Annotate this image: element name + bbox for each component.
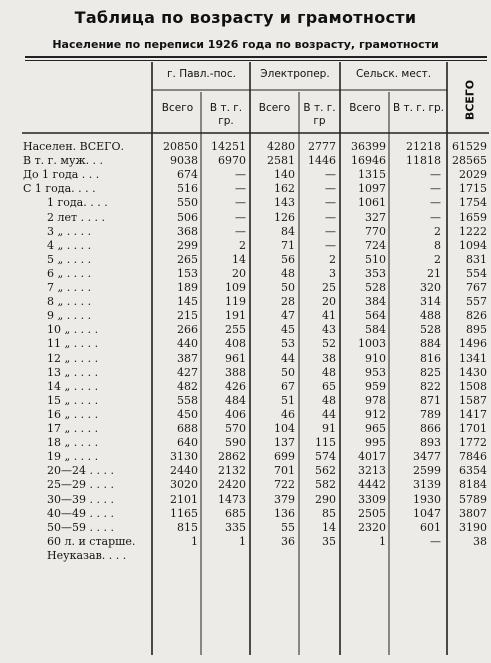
cell-selsk-vsego: 2320 bbox=[358, 520, 386, 534]
cell-pavl-gram: 570 bbox=[225, 422, 246, 435]
cell-selsk-vsego: 353 bbox=[365, 266, 386, 280]
row-label: 25—29 . . . . bbox=[47, 478, 114, 492]
row-label: С 1 года. . . . bbox=[23, 182, 96, 196]
cell-elektro-vsego: 126 bbox=[274, 210, 295, 224]
col-sub-gram-1: В т. г. гр. bbox=[209, 102, 243, 127]
cell-elektro-gram: — bbox=[325, 196, 336, 210]
row-label: 9 „ . . . . bbox=[47, 309, 92, 323]
table-row bbox=[0, 493, 491, 506]
top-rule-thin bbox=[25, 60, 487, 61]
cell-total: 1508 bbox=[459, 379, 487, 393]
cell-total: 831 bbox=[466, 252, 487, 266]
top-rule bbox=[25, 56, 487, 58]
cell-selsk-gram: — bbox=[430, 196, 441, 210]
cell-pavl-gram: 2132 bbox=[218, 464, 246, 478]
cell-total: 38 bbox=[473, 534, 487, 548]
cell-elektro-gram: — bbox=[325, 168, 336, 182]
cell-elektro-vsego: 143 bbox=[274, 196, 295, 210]
cell-pavl-gram: 119 bbox=[225, 295, 246, 309]
cell-total: 1715 bbox=[459, 182, 487, 196]
row-label: 50—59 . . . . bbox=[47, 520, 114, 534]
cell-selsk-gram: 488 bbox=[420, 309, 441, 323]
table-row bbox=[0, 196, 491, 209]
cell-pavl-vsego: 265 bbox=[177, 252, 198, 266]
cell-selsk-gram: 893 bbox=[420, 436, 441, 450]
row-label: 15 „ . . . . bbox=[47, 393, 99, 407]
row-label: 1 года. . . . bbox=[47, 196, 108, 210]
cell-total: 1772 bbox=[459, 436, 487, 450]
cell-elektro-vsego: 84 bbox=[281, 224, 295, 238]
table-row bbox=[0, 464, 491, 477]
cell-pavl-vsego: 145 bbox=[177, 295, 198, 309]
cell-elektro-vsego: 162 bbox=[274, 182, 295, 196]
cell-elektro-gram: 38 bbox=[322, 351, 336, 365]
row-label: 4 „ . . . . bbox=[47, 238, 92, 252]
cell-selsk-gram: — bbox=[430, 168, 441, 182]
cell-elektro-vsego: 45 bbox=[281, 323, 295, 337]
table-row bbox=[0, 211, 491, 224]
cell-pavl-vsego: 558 bbox=[177, 393, 198, 407]
cell-total: 1430 bbox=[459, 365, 487, 379]
cell-total: 3807 bbox=[459, 506, 487, 520]
cell-selsk-gram: 884 bbox=[420, 337, 441, 351]
cell-pavl-vsego: 427 bbox=[177, 365, 198, 379]
cell-elektro-vsego: 136 bbox=[274, 506, 295, 520]
cell-elektro-gram: 20 bbox=[322, 295, 336, 309]
row-label: 11 „ . . . . bbox=[47, 337, 99, 351]
cell-elektro-vsego: 104 bbox=[274, 422, 295, 435]
cell-pavl-vsego: 674 bbox=[177, 168, 198, 182]
cell-elektro-vsego: 699 bbox=[274, 450, 295, 464]
cell-total: 8184 bbox=[459, 478, 487, 492]
cell-elektro-vsego: 46 bbox=[281, 407, 295, 421]
table-row bbox=[0, 281, 491, 294]
cell-elektro-gram: 52 bbox=[322, 337, 336, 351]
cell-pavl-vsego: 20850 bbox=[163, 140, 198, 153]
cell-elektro-vsego: 722 bbox=[274, 478, 295, 492]
table-row bbox=[0, 337, 491, 350]
row-label: 60 л. и старше. bbox=[47, 534, 136, 548]
table-row bbox=[0, 225, 491, 238]
cell-selsk-gram: 528 bbox=[420, 323, 441, 337]
cell-total: 1659 bbox=[459, 210, 487, 224]
cell-elektro-vsego: 137 bbox=[274, 436, 295, 450]
cell-elektro-gram: 562 bbox=[315, 464, 336, 478]
table-row bbox=[0, 394, 491, 407]
table-row bbox=[0, 366, 491, 379]
cell-elektro-gram: 14 bbox=[322, 520, 336, 534]
cell-pavl-vsego: 153 bbox=[177, 266, 198, 280]
cell-selsk-vsego: 770 bbox=[365, 224, 386, 238]
cell-pavl-gram: — bbox=[235, 224, 246, 238]
cell-selsk-vsego: 724 bbox=[365, 238, 386, 252]
cell-pavl-vsego: 482 bbox=[177, 379, 198, 393]
row-label: 14 „ . . . . bbox=[47, 379, 99, 393]
cell-pavl-vsego: 640 bbox=[177, 436, 198, 450]
cell-selsk-vsego: 1003 bbox=[358, 337, 386, 351]
cell-selsk-vsego: 910 bbox=[365, 351, 386, 365]
cell-pavl-gram: 255 bbox=[225, 323, 246, 337]
cell-total: 2029 bbox=[459, 168, 487, 182]
table-row bbox=[0, 140, 491, 153]
cell-total: 5789 bbox=[459, 492, 487, 506]
cell-selsk-gram: 3477 bbox=[413, 450, 441, 464]
cell-pavl-gram: 406 bbox=[225, 407, 246, 421]
cell-elektro-vsego: 379 bbox=[274, 492, 295, 506]
cell-pavl-vsego: 368 bbox=[177, 224, 198, 238]
cell-elektro-vsego: 36 bbox=[281, 534, 295, 548]
cell-selsk-vsego: 4442 bbox=[358, 478, 386, 492]
table-row bbox=[0, 478, 491, 491]
cell-pavl-gram: 14 bbox=[232, 252, 246, 266]
cell-pavl-gram: 2 bbox=[239, 238, 246, 252]
cell-pavl-vsego: 1165 bbox=[170, 506, 198, 520]
cell-pavl-vsego: 688 bbox=[177, 422, 198, 435]
cell-total: 557 bbox=[466, 295, 487, 309]
cell-pavl-gram: 408 bbox=[225, 337, 246, 351]
cell-total: 1341 bbox=[459, 351, 487, 365]
cell-total: 1587 bbox=[459, 393, 487, 407]
cell-elektro-gram: 1446 bbox=[308, 154, 336, 168]
cell-pavl-vsego: 516 bbox=[177, 182, 198, 196]
cell-pavl-vsego: 9038 bbox=[170, 154, 198, 168]
cell-selsk-gram: — bbox=[430, 210, 441, 224]
cell-elektro-gram: 48 bbox=[322, 393, 336, 407]
row-label: 12 „ . . . . bbox=[47, 351, 99, 365]
cell-pavl-gram: 484 bbox=[225, 393, 246, 407]
cell-elektro-vsego: 51 bbox=[281, 393, 295, 407]
cell-elektro-gram: 2777 bbox=[308, 140, 336, 153]
cell-elektro-gram: 44 bbox=[322, 407, 336, 421]
col-sub-vsego-1: Всего bbox=[161, 102, 194, 114]
cell-pavl-gram: 685 bbox=[225, 506, 246, 520]
cell-selsk-vsego: 510 bbox=[365, 252, 386, 266]
cell-elektro-gram: — bbox=[325, 224, 336, 238]
cell-selsk-gram: 2 bbox=[434, 252, 441, 266]
cell-pavl-gram: 2862 bbox=[218, 450, 246, 464]
cell-elektro-gram: 41 bbox=[322, 309, 336, 323]
cell-elektro-vsego: 50 bbox=[281, 365, 295, 379]
cell-selsk-gram: 320 bbox=[420, 281, 441, 294]
cell-elektro-gram: — bbox=[325, 238, 336, 252]
cell-selsk-gram: 816 bbox=[420, 351, 441, 365]
cell-selsk-gram: 8 bbox=[434, 238, 441, 252]
cell-elektro-gram: 43 bbox=[322, 323, 336, 337]
cell-elektro-gram: 91 bbox=[322, 422, 336, 435]
cell-pavl-vsego: 189 bbox=[177, 281, 198, 294]
cell-elektro-gram: 48 bbox=[322, 365, 336, 379]
cell-selsk-vsego: 327 bbox=[365, 210, 386, 224]
row-label: 5 „ . . . . bbox=[47, 252, 92, 266]
cell-total: 1222 bbox=[459, 224, 487, 238]
col-sub-gram-3: В т. г. гр. bbox=[392, 102, 445, 114]
row-label: 8 „ . . . . bbox=[47, 295, 92, 309]
cell-selsk-gram: 21218 bbox=[406, 140, 441, 153]
cell-pavl-vsego: 299 bbox=[177, 238, 198, 252]
cell-elektro-gram: 65 bbox=[322, 379, 336, 393]
cell-elektro-vsego: 140 bbox=[274, 168, 295, 182]
cell-total: 6354 bbox=[459, 464, 487, 478]
cell-selsk-gram: 11818 bbox=[406, 154, 441, 168]
table-row bbox=[0, 323, 491, 336]
cell-elektro-gram: — bbox=[325, 210, 336, 224]
cell-pavl-gram: 2420 bbox=[218, 478, 246, 492]
cell-total: 1094 bbox=[459, 238, 487, 252]
table-row bbox=[0, 168, 491, 181]
cell-selsk-gram: — bbox=[430, 534, 441, 548]
cell-pavl-gram: 191 bbox=[225, 309, 246, 323]
cell-elektro-vsego: 71 bbox=[281, 238, 295, 252]
cell-selsk-vsego: 2505 bbox=[358, 506, 386, 520]
row-label: Неуказав. . . . bbox=[47, 548, 127, 562]
table-row bbox=[0, 408, 491, 421]
cell-total: 767 bbox=[466, 281, 487, 294]
cell-pavl-vsego: 3020 bbox=[170, 478, 198, 492]
cell-selsk-vsego: 384 bbox=[365, 295, 386, 309]
cell-elektro-gram: — bbox=[325, 182, 336, 196]
cell-selsk-vsego: 4017 bbox=[358, 450, 386, 464]
cell-elektro-vsego: 56 bbox=[281, 252, 295, 266]
cell-selsk-gram: 2 bbox=[434, 224, 441, 238]
row-label: 20—24 . . . . bbox=[47, 464, 114, 478]
cell-total: 826 bbox=[466, 309, 487, 323]
row-label: 10 „ . . . . bbox=[47, 323, 99, 337]
cell-pavl-vsego: 387 bbox=[177, 351, 198, 365]
row-label: 18 „ . . . . bbox=[47, 436, 99, 450]
cell-pavl-gram: 20 bbox=[232, 266, 246, 280]
cell-pavl-gram: — bbox=[235, 168, 246, 182]
cell-pavl-gram: 109 bbox=[225, 281, 246, 294]
cell-pavl-vsego: 3130 bbox=[170, 450, 198, 464]
col-sub-gram-2: В т. г. гр bbox=[303, 102, 336, 127]
cell-selsk-gram: 1930 bbox=[413, 492, 441, 506]
row-label: До 1 года . . . bbox=[23, 168, 100, 182]
row-label: 40—49 . . . . bbox=[47, 506, 114, 520]
cell-pavl-vsego: 550 bbox=[177, 196, 198, 210]
cell-selsk-vsego: 36399 bbox=[351, 140, 386, 153]
table-row bbox=[0, 380, 491, 393]
table-row bbox=[0, 535, 491, 548]
cell-total: 7846 bbox=[459, 450, 487, 464]
cell-selsk-vsego: 959 bbox=[365, 379, 386, 393]
cell-pavl-vsego: 215 bbox=[177, 309, 198, 323]
cell-selsk-gram: 866 bbox=[420, 422, 441, 435]
cell-pavl-gram: 590 bbox=[225, 436, 246, 450]
cell-elektro-gram: 582 bbox=[315, 478, 336, 492]
cell-selsk-vsego: 1315 bbox=[358, 168, 386, 182]
cell-selsk-gram: 3139 bbox=[413, 478, 441, 492]
cell-total: 554 bbox=[466, 266, 487, 280]
cell-elektro-vsego: 44 bbox=[281, 351, 295, 365]
cell-pavl-gram: — bbox=[235, 210, 246, 224]
row-label: 7 „ . . . . bbox=[47, 281, 92, 294]
table-row bbox=[0, 521, 491, 534]
cell-total: 61529 bbox=[452, 140, 487, 153]
col-group-selsk-mest: Сельск. мест. bbox=[355, 68, 432, 80]
cell-pavl-vsego: 2440 bbox=[170, 464, 198, 478]
cell-selsk-gram: — bbox=[430, 182, 441, 196]
cell-selsk-vsego: 978 bbox=[365, 393, 386, 407]
cell-pavl-gram: 1473 bbox=[218, 492, 246, 506]
table-row bbox=[0, 182, 491, 195]
table-subtitle: Население по переписи 1926 года по возрасту, грамотности bbox=[52, 38, 439, 51]
table-row bbox=[0, 253, 491, 266]
cell-elektro-vsego: 4280 bbox=[267, 140, 295, 153]
col-sub-vsego-2: Всего bbox=[258, 102, 291, 114]
cell-pavl-gram: 1 bbox=[239, 534, 246, 548]
cell-selsk-vsego: 995 bbox=[365, 436, 386, 450]
cell-selsk-vsego: 1097 bbox=[358, 182, 386, 196]
cell-elektro-gram: 2 bbox=[329, 252, 336, 266]
row-label: 2 лет . . . . bbox=[47, 210, 106, 224]
cell-total: 1417 bbox=[459, 407, 487, 421]
cell-selsk-vsego: 16946 bbox=[351, 154, 386, 168]
cell-selsk-gram: 21 bbox=[427, 266, 441, 280]
table-row bbox=[0, 267, 491, 280]
cell-selsk-gram: 789 bbox=[420, 407, 441, 421]
cell-selsk-vsego: 564 bbox=[365, 309, 386, 323]
table-row bbox=[0, 436, 491, 449]
cell-total: 895 bbox=[466, 323, 487, 337]
cell-pavl-vsego: 1 bbox=[191, 534, 198, 548]
cell-elektro-gram: 290 bbox=[315, 492, 336, 506]
cell-selsk-gram: 601 bbox=[420, 520, 441, 534]
table-row bbox=[0, 549, 491, 562]
row-label: 17 „ . . . . bbox=[47, 422, 99, 435]
cell-total: 3190 bbox=[459, 520, 487, 534]
cell-elektro-vsego: 50 bbox=[281, 281, 295, 294]
row-label: 3 „ . . . . bbox=[47, 224, 92, 238]
cell-elektro-gram: 3 bbox=[329, 266, 336, 280]
cell-pavl-gram: 426 bbox=[225, 379, 246, 393]
table-row bbox=[0, 295, 491, 308]
table-title: Таблица по возрасту и грамотности bbox=[74, 8, 417, 27]
cell-total: 28565 bbox=[452, 154, 487, 168]
table-row bbox=[0, 239, 491, 252]
cell-pavl-vsego: 266 bbox=[177, 323, 198, 337]
cell-total: 1496 bbox=[459, 337, 487, 351]
row-label: 30—39 . . . . bbox=[47, 492, 114, 506]
cell-elektro-vsego: 67 bbox=[281, 379, 295, 393]
cell-elektro-vsego: 55 bbox=[281, 520, 295, 534]
cell-pavl-vsego: 450 bbox=[177, 407, 198, 421]
row-label: Населен. ВСЕГО. bbox=[23, 140, 124, 153]
cell-total: 1701 bbox=[459, 422, 487, 435]
cell-pavl-vsego: 440 bbox=[177, 337, 198, 351]
col-group-pavl-pos: г. Павл.-пос. bbox=[167, 68, 236, 80]
row-label: 6 „ . . . . bbox=[47, 266, 92, 280]
cell-elektro-vsego: 47 bbox=[281, 309, 295, 323]
table-row bbox=[0, 507, 491, 520]
row-label: 13 „ . . . . bbox=[47, 365, 99, 379]
cell-pavl-vsego: 2101 bbox=[170, 492, 198, 506]
cell-selsk-vsego: 912 bbox=[365, 407, 386, 421]
cell-pavl-gram: 14251 bbox=[211, 140, 246, 153]
cell-selsk-gram: 825 bbox=[420, 365, 441, 379]
cell-selsk-vsego: 584 bbox=[365, 323, 386, 337]
cell-elektro-gram: 35 bbox=[322, 534, 336, 548]
cell-selsk-vsego: 528 bbox=[365, 281, 386, 294]
cell-selsk-gram: 822 bbox=[420, 379, 441, 393]
table-row bbox=[0, 422, 491, 435]
table-row bbox=[0, 450, 491, 463]
cell-selsk-gram: 871 bbox=[420, 393, 441, 407]
table-row bbox=[0, 309, 491, 322]
cell-elektro-vsego: 48 bbox=[281, 266, 295, 280]
cell-elektro-vsego: 701 bbox=[274, 464, 295, 478]
cell-selsk-vsego: 1061 bbox=[358, 196, 386, 210]
cell-selsk-vsego: 1 bbox=[379, 534, 386, 548]
col-group-elektroper: Электропер. bbox=[260, 68, 330, 80]
cell-elektro-gram: 25 bbox=[322, 281, 336, 294]
cell-elektro-vsego: 2581 bbox=[267, 154, 295, 168]
cell-selsk-gram: 1047 bbox=[413, 506, 441, 520]
cell-selsk-vsego: 3309 bbox=[358, 492, 386, 506]
col-total: ВСЕГО bbox=[463, 79, 477, 121]
cell-elektro-gram: 115 bbox=[315, 436, 336, 450]
cell-elektro-vsego: 53 bbox=[281, 337, 295, 351]
cell-pavl-vsego: 506 bbox=[177, 210, 198, 224]
cell-pavl-gram: — bbox=[235, 182, 246, 196]
cell-selsk-vsego: 953 bbox=[365, 365, 386, 379]
cell-total: 1754 bbox=[459, 196, 487, 210]
row-label: 16 „ . . . . bbox=[47, 407, 99, 421]
cell-pavl-gram: — bbox=[235, 196, 246, 210]
cell-selsk-vsego: 965 bbox=[365, 422, 386, 435]
cell-elektro-gram: 85 bbox=[322, 506, 336, 520]
row-label: В т. г. муж. . . bbox=[23, 154, 104, 168]
col-sub-vsego-3: Всего bbox=[349, 102, 381, 114]
cell-elektro-vsego: 28 bbox=[281, 295, 295, 309]
cell-selsk-vsego: 3213 bbox=[358, 464, 386, 478]
cell-pavl-gram: 335 bbox=[225, 520, 246, 534]
cell-pavl-gram: 6970 bbox=[218, 154, 246, 168]
table-row bbox=[0, 352, 491, 365]
cell-selsk-gram: 314 bbox=[420, 295, 441, 309]
cell-pavl-gram: 961 bbox=[225, 351, 246, 365]
cell-pavl-vsego: 815 bbox=[177, 520, 198, 534]
cell-pavl-gram: 388 bbox=[225, 365, 246, 379]
row-label: 19 „ . . . . bbox=[47, 450, 99, 464]
cell-selsk-gram: 2599 bbox=[413, 464, 441, 478]
cell-elektro-gram: 574 bbox=[315, 450, 336, 464]
table-row bbox=[0, 154, 491, 167]
